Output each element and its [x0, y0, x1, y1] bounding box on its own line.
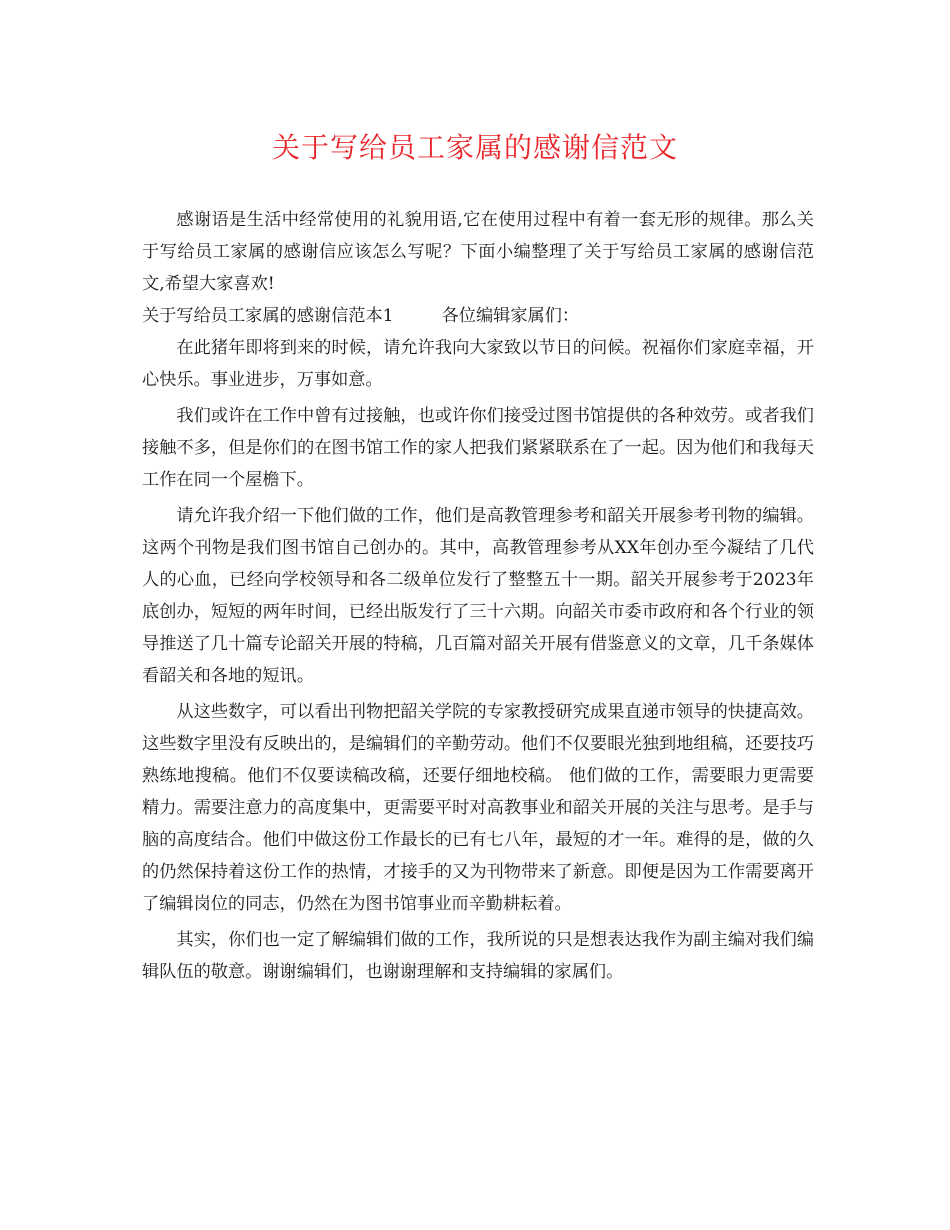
body-paragraph-1: 在此猪年即将到来的时候，请允许我向大家致以节日的问候。祝福你们家庭幸福，开心快乐。事业进步，万事如意。 — [142, 338, 814, 390]
body-paragraph-2: 我们或许在工作中曾有过接触，也或许你们接受过图书馆提供的各种效劳。或者我们接触不多，但是你们的在图书馆工作的家人把我们紧紧联系在了一起。因为他们和我每天工作在同一个屋檐下。 — [142, 406, 814, 490]
salutation: 各位编辑家属们： — [441, 306, 580, 326]
body-paragraph-3: 请允许我介绍一下他们做的工作，他们是高教管理参考和韶关开展参考刊物的编辑。这两个刊物是我们图书馆自己创办的。其中，高教管理参考从XX年创办至今凝结了几代人的心血，已经向学校领导和各二级单位发行了整整五十一期。韶关开展参考于2023年底创办，短短的两年时间，已经出版发行了三十六期。向韶关市委市政府和各个行业的领导推送了几十篇专论韶关开展的特稿，几百篇对韶关开展有借鉴意义的文章，几千条媒体看韶关和各地的短讯。 — [142, 506, 814, 686]
sample-heading: 关于写给员工家属的感谢信范本1 — [142, 306, 394, 326]
sample-heading-line — [142, 300, 814, 332]
body-paragraph-5: 其实，你们也一定了解编辑们做的工作，我所说的只是想表达我作为副主编对我们编辑队伍的敬意。谢谢编辑们，也谢谢理解和支持编辑的家属们。 — [142, 930, 814, 982]
intro-paragraph: 感谢语是生活中经常使用的礼貌用语,它在使用过程中有着一套无形的规律。那么关于写给员工家属的感谢信应该怎么写呢？下面小编整理了关于写给员工家属的感谢信范文,希望大家喜欢! — [142, 210, 814, 294]
document-body — [142, 204, 814, 988]
body-paragraph-4: 从这些数字，可以看出刊物把韶关学院的专家教授研究成果直递市领导的快捷高效。这些数字里没有反映出的，是编辑们的辛勤劳动。他们不仅要眼光独到地组稿，还要技巧熟练地搜稿。他们不仅要读稿改稿，还要仔细地校稿。 他们做的工作，需要眼力更需要精力。需要注意力的高度集中，更需要平时对高教事业和韶关开展的关注与思考。是手与脑的高度结合。他们中做这份工作最长的已有七八年，最短的才一年。难得的是，做的久的仍然保持着这份工作的热情，才接手的又为刊物带来了新意。即便是因为工作需要离开了编辑岗位的同志，仍然在为图书馆事业而辛勤耕耘着。 — [142, 702, 814, 914]
document-title: 关于写给员工家属的感谢信范文 — [271, 131, 678, 164]
